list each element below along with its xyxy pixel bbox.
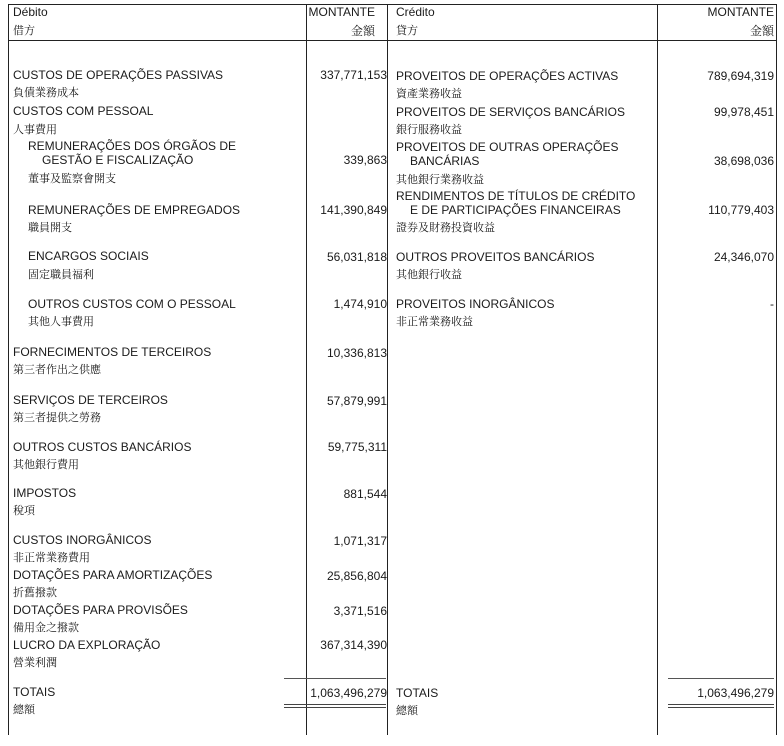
debit-label: DOTAÇÕES PARA PROVISÕES <box>13 603 188 617</box>
credit-value: 38,698,036 <box>713 154 774 168</box>
debit-label-zh: 固定職員福利 <box>28 269 94 281</box>
debit-value: 339,863 <box>343 153 387 167</box>
debit-value: 881,544 <box>343 487 387 501</box>
debit-total-rule <box>284 678 386 679</box>
right-border <box>776 4 777 735</box>
debit-value: 10,336,813 <box>326 346 387 360</box>
debit-value: 25,856,804 <box>326 569 387 583</box>
credit-label-cont: E DE PARTICIPAÇÕES FINANCEIRAS <box>410 203 621 217</box>
debit-label: SERVIÇOS DE TERCEIROS <box>13 393 168 407</box>
debit-value: 59,775,311 <box>327 440 387 454</box>
credit-value: - <box>770 297 774 311</box>
debit-label-zh: 稅項 <box>13 505 35 517</box>
header-debit-amount-label-zh: 金額 <box>350 24 375 38</box>
debit-value: 141,390,849 <box>320 203 387 217</box>
debit-label: ENCARGOS SOCIAIS <box>28 249 149 263</box>
debit-label: IMPOSTOS <box>13 486 77 500</box>
credit-label: RENDIMENTOS DE TÍTULOS DE CRÉDITO <box>396 189 636 203</box>
debit-label: CUSTOS COM PESSOAL <box>13 104 154 118</box>
debit-total-double-rule-2 <box>284 707 386 708</box>
debit-label: CUSTOS DE OPERAÇÕES PASSIVAS <box>13 68 224 82</box>
debit-label: REMUNERAÇÕES DOS ÓRGÃOS DE <box>28 139 237 153</box>
debit-label-cont: GESTÃO E FISCALIZAÇÃO <box>42 153 194 167</box>
debit-total-label-zh: 總額 <box>13 704 35 716</box>
credit-label-zh: 其他銀行收益 <box>396 269 462 281</box>
credit-label-zh: 資產業務收益 <box>396 88 462 100</box>
header-debit-label-zh: 借方 <box>13 25 35 37</box>
credit-value: 110,779,403 <box>708 203 774 217</box>
debit-label-zh: 其他人事費用 <box>28 316 94 328</box>
debit-value: 337,771,153 <box>320 68 387 82</box>
credit-label: PROVEITOS DE OUTRAS OPERAÇÕES <box>396 140 619 154</box>
debit-total-label: TOTAIS <box>13 685 56 699</box>
debit-label-zh: 職員開支 <box>28 222 72 234</box>
header-debit-label: Débito <box>13 5 48 19</box>
credit-total-rule <box>668 678 774 679</box>
debit-value: 57,879,991 <box>326 394 387 408</box>
credit-total-double-rule-2 <box>668 707 774 708</box>
debit-label: OUTROS CUSTOS COM O PESSOAL <box>28 297 236 311</box>
credit-label: PROVEITOS INORGÂNICOS <box>396 297 555 311</box>
debit-label: CUSTOS INORGÂNICOS <box>13 533 152 547</box>
credit-label: PROVEITOS DE OPERAÇÕES ACTIVAS <box>396 69 619 83</box>
debit-label-zh: 非正常業務費用 <box>13 552 90 564</box>
credit-label-zh: 非正常業務收益 <box>396 316 473 328</box>
header-debit-amount-label: MONTANTE <box>308 5 375 19</box>
header-credit-label: Crédito <box>396 5 435 19</box>
debit-label: REMUNERAÇÕES DE EMPREGADOS <box>28 203 241 217</box>
debit-label-zh: 備用金之撥款 <box>13 622 79 634</box>
credit-total-label-zh: 總額 <box>396 705 418 717</box>
header-credit-label-zh: 貸方 <box>396 25 418 37</box>
debit-value: 367,314,390 <box>320 638 387 652</box>
credit-label-zh: 銀行服務收益 <box>396 124 462 136</box>
debit-total-double-rule-1 <box>284 704 386 705</box>
debit-label: FORNECIMENTOS DE TERCEIROS <box>13 345 212 359</box>
credit-amount-divider <box>657 4 658 735</box>
header-credit-amount-label: MONTANTE <box>707 5 774 19</box>
debit-label-zh: 第三者提供之勞務 <box>13 412 101 424</box>
credit-total-label: TOTAIS <box>396 686 439 700</box>
debit-value: 3,371,516 <box>333 604 387 618</box>
debit-label: DOTAÇÕES PARA AMORTIZAÇÕES <box>13 568 213 582</box>
credit-label: PROVEITOS DE SERVIÇOS BANCÁRIOS <box>396 105 625 119</box>
debit-label-zh: 董事及監察會開支 <box>28 173 116 185</box>
debit-amount-divider <box>306 4 307 735</box>
header-credit-amount-label-zh: 金額 <box>749 24 774 38</box>
credit-value: 789,694,319 <box>707 69 774 83</box>
header-bottom-border <box>8 40 777 41</box>
debit-label-zh: 其他銀行費用 <box>13 459 79 471</box>
credit-value: 99,978,451 <box>713 105 774 119</box>
top-border <box>8 4 776 5</box>
credit-label-zh: 其他銀行業務收益 <box>396 174 484 186</box>
credit-value: 24,346,070 <box>713 250 774 264</box>
debit-label: LUCRO DA EXPLORAÇÃO <box>13 638 161 652</box>
debit-label-zh: 第三者作出之供應 <box>13 364 101 376</box>
debit-label-zh: 折舊撥款 <box>13 587 57 599</box>
credit-label-cont: BANCÁRIAS <box>410 154 480 168</box>
debit-value: 56,031,818 <box>326 250 387 264</box>
debit-value: 1,071,317 <box>333 534 387 548</box>
debit-label-zh: 營業利潤 <box>13 657 57 669</box>
debit-label: OUTROS CUSTOS BANCÁRIOS <box>13 440 192 454</box>
debit-total-value: 1,063,496,279 <box>310 686 387 700</box>
credit-total-double-rule-1 <box>668 704 774 705</box>
credit-total-value: 1,063,496,279 <box>697 686 774 700</box>
credit-label: OUTROS PROVEITOS BANCÁRIOS <box>396 250 595 264</box>
credit-label-zh: 證券及財務投資收益 <box>396 222 495 234</box>
debit-label-zh: 負債業務成本 <box>13 87 79 99</box>
debit-value: 1,474,910 <box>333 297 387 311</box>
center-divider <box>387 4 388 735</box>
left-border <box>8 4 9 735</box>
debit-label-zh: 人事費用 <box>13 124 57 136</box>
